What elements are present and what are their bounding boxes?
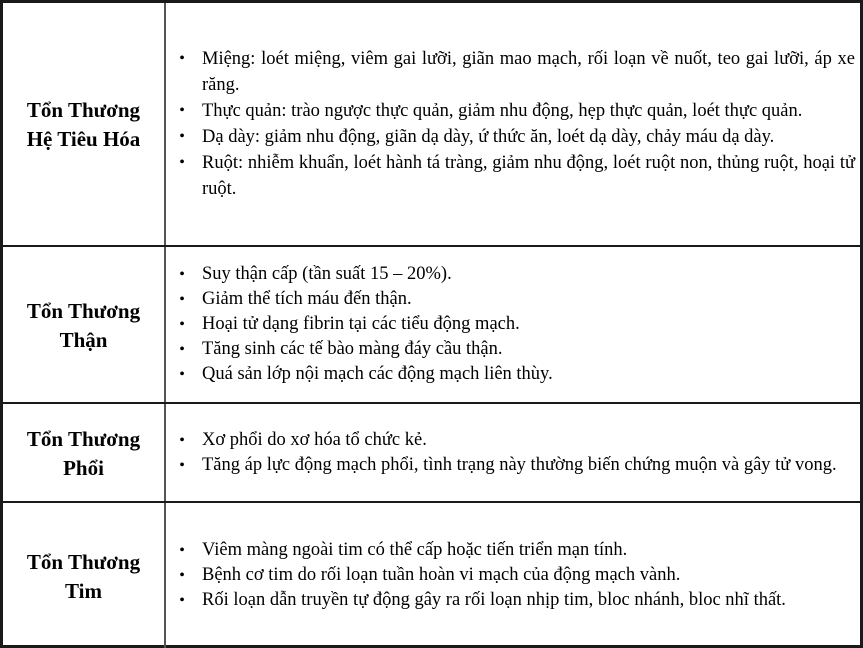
list-item [176, 588, 855, 613]
list-item [176, 337, 855, 362]
list-item-text: Viêm màng ngoài tim có thể cấp hoặc tiến triển mạn tính. [202, 540, 628, 560]
table-row-lung [3, 404, 860, 503]
bullet-list [176, 262, 855, 387]
list-item-text: Miệng: loét miệng, viêm gai lưỡi, giãn mao mạch, rối loạn về nuốt, teo gai lưỡi, áp xe răng. [202, 49, 855, 95]
list-item [176, 150, 855, 202]
row-header-heart [3, 503, 166, 648]
bullet-icon: • [179, 266, 185, 283]
list-item [176, 563, 855, 588]
bullet-list [176, 428, 855, 478]
list-item-text: Quá sản lớp nội mạch các động mạch liên thùy. [202, 364, 553, 384]
row-header-line2: Thận [59, 327, 108, 352]
list-item-text: Dạ dày: giảm nhu động, giãn dạ dày, ứ thức ăn, loét dạ dày, chảy máu dạ dày. [202, 127, 775, 147]
list-item-text: Thực quản: trào ngược thực quản, giảm nhu động, hẹp thực quản, loét thực quản. [202, 101, 803, 121]
bullet-list [176, 46, 855, 202]
list-item-text: Hoại tử dạng fibrin tại các tiểu động mạch. [202, 314, 520, 334]
row-content-lung [166, 404, 860, 501]
row-content-digestive [166, 3, 860, 245]
bullet-icon: • [179, 542, 185, 559]
bullet-icon: • [179, 341, 185, 358]
bullet-icon: • [179, 50, 185, 67]
list-item [176, 428, 855, 453]
bullet-icon: • [179, 592, 185, 609]
row-header-line2: Phổi [63, 455, 104, 480]
table-row-kidney [3, 247, 860, 404]
list-item-text: Tăng sinh các tế bào màng đáy cầu thận. [202, 339, 503, 359]
list-item-text: Ruột: nhiễm khuẩn, loét hành tá tràng, giảm nhu động, loét ruột non, thủng ruột, hoại tử ruột. [202, 153, 855, 199]
row-content-kidney [166, 247, 860, 402]
list-item [176, 312, 855, 337]
list-item [176, 124, 855, 150]
row-header-line1: Tổn Thương [26, 426, 141, 451]
list-item [176, 453, 855, 478]
row-header-kidney [3, 247, 166, 402]
list-item [176, 362, 855, 387]
list-item-text: Tăng áp lực động mạch phổi, tình trạng này thường biến chứng muộn và gây tử vong. [202, 454, 837, 475]
list-item [176, 538, 855, 563]
bullet-icon: • [179, 128, 185, 145]
bullet-icon: • [179, 366, 185, 383]
bullet-icon: • [179, 102, 185, 119]
list-item-text: Xơ phổi do xơ hóa tổ chức kẻ. [202, 429, 427, 450]
row-header-line1: Tổn Thương [26, 298, 141, 323]
table-row-heart [3, 503, 860, 648]
bullet-icon: • [179, 567, 185, 584]
list-item [176, 46, 855, 98]
list-item-text: Rối loạn dẫn truyền tự động gây ra rối loạn nhịp tim, bloc nhánh, bloc nhĩ thất. [202, 590, 786, 610]
bullet-icon: • [179, 291, 185, 308]
row-header-line2: Hệ Tiêu Hóa [26, 127, 141, 151]
row-header-lung [3, 404, 166, 501]
list-item-text: Bệnh cơ tim do rối loạn tuần hoàn vi mạch của động mạch vành. [202, 565, 681, 585]
row-header-line1: Tổn Thương [26, 98, 141, 122]
table-row-digestive [3, 3, 860, 247]
list-item [176, 287, 855, 312]
row-header-line1: Tổn Thương [26, 549, 141, 574]
bullet-icon: • [179, 431, 185, 449]
row-header-line2: Tim [65, 578, 102, 603]
list-item-text: Giảm thể tích máu đến thận. [202, 289, 412, 309]
bullet-list [176, 538, 855, 613]
bullet-icon: • [179, 154, 185, 171]
list-item [176, 262, 855, 287]
row-content-heart [166, 503, 860, 648]
row-header-digestive [3, 3, 166, 245]
bullet-icon: • [179, 316, 185, 333]
list-item [176, 98, 855, 124]
bullet-icon: • [179, 456, 185, 474]
list-item-text: Suy thận cấp (tần suất 15 – 20%). [202, 264, 452, 284]
